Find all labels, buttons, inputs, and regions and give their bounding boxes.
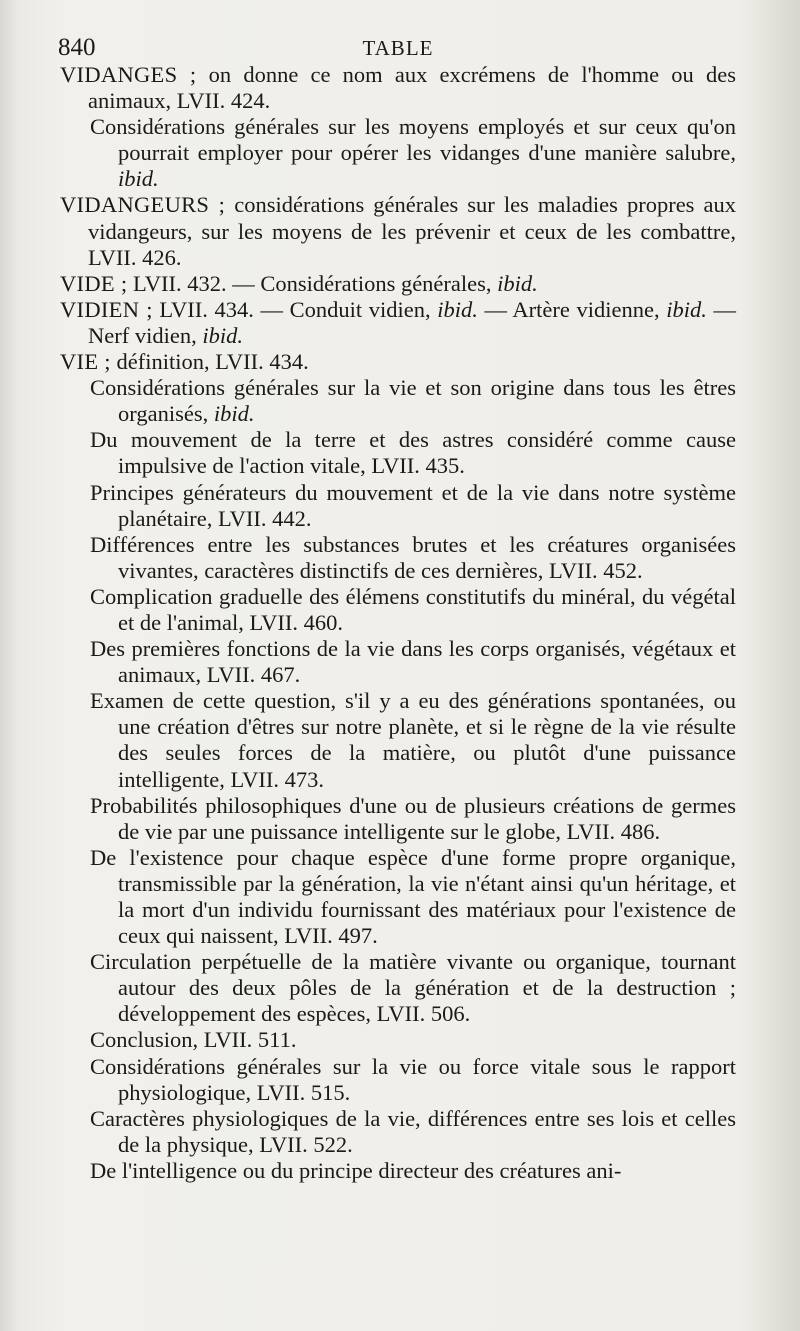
index-subentry (60, 427, 736, 479)
index-subentry (60, 793, 736, 845)
index-subentry (60, 1106, 736, 1158)
index-entry-vide (60, 271, 736, 297)
index-subentry (60, 584, 736, 636)
headword: VIDANGEURS ; (60, 192, 226, 218)
index-subentry (60, 532, 736, 584)
index-subentry (60, 1027, 736, 1053)
entry-text: définition, LVII. 434. (110, 349, 309, 375)
entry-text: LVII. 432. — Considérations générales, (127, 270, 498, 296)
entry-text: — Artère vidienne, (477, 296, 667, 322)
subentry-text: Examen de cette question, s'il y a eu des générations spontanées, ou une création d'êtres sur notre planète, et si le règne de la vie résulte des seules forces de la matière, ou plutôt d'une puissance intelligente, LVII. 473. (90, 688, 736, 792)
subentry-text: Conclusion, LVII. 511. (90, 1027, 297, 1053)
headword: VIDE ; (60, 270, 128, 296)
subentry-text: Considérations générales sur les moyens employés et sur ceux qu'on pourrait employer pour opérer les vidanges d'une manière salubre, (90, 114, 736, 166)
ibid-ref: ibid. (497, 270, 538, 296)
ibid-ref: ibid. (437, 296, 478, 322)
subentry-text: Des premières fonctions de la vie dans les corps organisés, végétaux et animaux, LVII. 467. (90, 636, 736, 688)
index-entries (60, 62, 736, 1184)
entry-text: LVII. 434. — Conduit vidien, (152, 296, 438, 322)
entry-text: considérations générales sur les maladies propres aux vidangeurs, sur les moyens de les prévenir et ceux de les combattre, LVII. 426. (88, 192, 736, 270)
index-entry-vie (60, 349, 736, 375)
headword: VIDANGES ; (60, 62, 197, 87)
subentry-text: Circulation perpétuelle de la matière vivante ou organique, tournant autour des deux pôles de la génération et de la destruction ; développement des espèces, LVII. 506. (90, 949, 736, 1027)
subentry-text: Principes générateurs du mouvement et de la vie dans notre système planétaire, LVII. 442. (90, 479, 736, 531)
subentry-text: Complication graduelle des élémens constitutifs du minéral, du végétal et de l'animal, LVII. 460. (90, 583, 736, 635)
ibid-ref: ibid. (202, 322, 243, 348)
index-subentry (60, 949, 736, 1027)
index-subentry (60, 114, 736, 192)
index-subentry (60, 636, 736, 688)
page-header (58, 34, 738, 60)
subentry-text: Probabilités philosophiques d'une ou de plusieurs créations de germes de vie par une puissance intelligente sur le globe, LVII. 486. (90, 792, 736, 844)
subentry-text: Différences entre les substances brutes et les créatures organisées vivantes, caractères distinctifs de ces dernières, LVII. 452. (90, 531, 736, 583)
index-entry-vidanges (60, 62, 736, 114)
entry-text: on donne ce nom aux excrémens de l'homme ou des animaux, LVII. 424. (88, 62, 736, 114)
index-entry-vidien (60, 297, 736, 349)
ibid-ref: ibid. (118, 166, 159, 192)
subentry-text: Considérations générales sur la vie et son origine dans tous les êtres organisés, (90, 375, 736, 427)
index-subentry (60, 375, 736, 427)
subentry-text: Considérations générales sur la vie ou force vitale sous le rapport physiologique, LVII. 515. (90, 1053, 736, 1105)
ibid-ref: ibid. (213, 401, 255, 427)
headword: VIE ; (60, 349, 111, 375)
index-subentry (60, 688, 736, 792)
index-subentry (60, 1158, 736, 1184)
subentry-text: De l'existence pour chaque espèce d'une forme propre organique, transmissible par la génération, la vie n'étant ainsi qu'un héritage, et la mort d'un individu fournissant des matériaux pour l'existence de ceux qui naissent, LVII. 497. (90, 844, 736, 949)
index-subentry (60, 1054, 736, 1106)
running-title: TABLE (362, 36, 434, 60)
page-number: 840 (58, 34, 96, 61)
index-subentry (60, 480, 736, 532)
subentry-text: Caractères physiologiques de la vie, différences entre ses lois et celles de la physique, LVII. 522. (90, 1105, 736, 1157)
index-subentry (60, 845, 736, 949)
headword: VIDIEN ; (60, 296, 153, 322)
subentry-text: De l'intelligence ou du principe directeur des créatures ani- (90, 1157, 622, 1183)
ibid-ref: ibid. (666, 296, 707, 322)
subentry-text: Du mouvement de la terre et des astres considéré comme cause impulsive de l'action vitale, LVII. 435. (90, 427, 736, 479)
index-entry-vidangeurs (60, 192, 736, 270)
entry-text: — Nerf vidien, (88, 296, 736, 348)
